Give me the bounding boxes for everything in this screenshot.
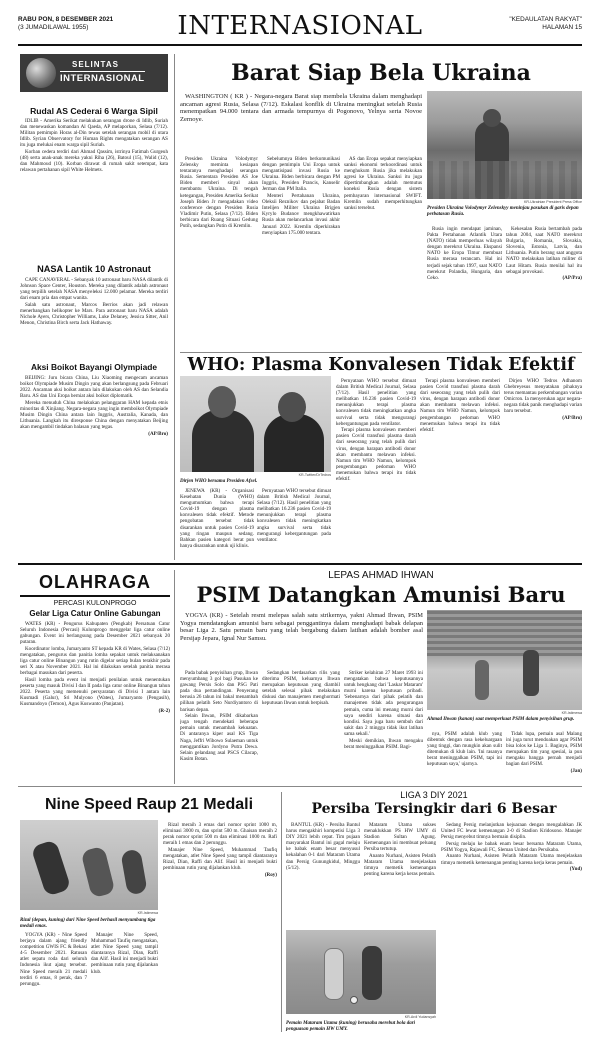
- who-col5-text: Dirjen WHO Tedros Adhanom Ghebreyesus menyatakan pihaknya terus memantau perkembangan varian Omicron. Ia menyerukan agar negara-negara tidak panik menghadapi varian baru tersebut.: [504, 378, 582, 415]
- psim-col3-text: Striker kelahiran 27 Maret 1993 ini mengatakan bahwa keputusannya untuk hengkang dari 'Laskar Mataram' murni karena keputusan pribadi. 'Sebenarnya dari pihak pelatih dan manajemen tidak ada pengurangan pemain, cuma ini menang murni dari saya sendiri karena situasi dan kondisi. Saya juga baru sembuh dari sakit dan 2 minggu tidak ikut latihan sama sekali.': [344, 670, 423, 737]
- masthead-hijri-date: (3 JUMADILAWAL 1955): [18, 24, 89, 31]
- who-col5: [504, 378, 582, 560]
- ukraina-col1: [180, 156, 258, 350]
- nasa-p1: CAPE CANAVERAL - Sebanyak 10 astronaut baru NASA dilantik di Johnson Space Center, Houston. Mereka yang dilantik adalah astronaut yang terpilih setelah NASA menyeleksi 12.000 pelamar. Mereka terdiri dari enam pria dan empat wanita.: [20, 277, 168, 302]
- player-dark: [362, 946, 382, 1000]
- persiba-col2b-text: Ananto Nurhani, Asisten Pelatih Mataram Utama menjelaskan timnya memetik kemenangan penting karena kerja keras pemain.: [364, 852, 436, 878]
- section-title: INTERNASIONAL: [177, 14, 423, 41]
- ukraina-col5-text: Kekesalan Rusia bertambah pada tahun 2004, saat NATO merekrut Bulgaria, Romania, Slovakia, Slovenia, Estonia, Latvia, dan Lithuania. Putin berang saat anggota NATO melakukan latihan militer di Laut Hitam. Rusia menilai hal itu sebagai provokasi.: [506, 226, 582, 275]
- ukraina-photo-credit: KR-Ukrainian President Press Office: [523, 200, 582, 204]
- stadium-seats: [427, 610, 582, 656]
- player-yellow: [324, 948, 344, 1000]
- persiba-col3b-text: Persig melaju ke babak enam besar bersama Mataram Utama, PSIM Yogya, Rajawali FC, Sleman United dan Persikaba.: [441, 840, 582, 853]
- ukraina-signature: (AP/Pra): [562, 275, 582, 282]
- psim-kicker: LEPAS AHMAD IHWAN: [328, 570, 434, 581]
- who-col3b-text: Terapi plasma konvalesen memberi pasien Covid transfusi plasma darah dari seseorang yang telah pulih dari virus, dengan harapan antibodi donor akan membantu melawan infeksi. Namun tim WHO Namun, kelompok pengembangan pedoman WHO menemukan bahwa terapi itu tidak efektif.: [336, 427, 416, 482]
- gelar-headline: Gelar Liga Catur Online Gabungan: [29, 609, 161, 618]
- who-col4: [420, 378, 500, 560]
- psim-photo-credit: KR-Istimewa: [561, 711, 582, 715]
- persiba-caption: Pemain Mataram Utama (kuning) berusaha merebut bola dari penguasan pemain HW UMY.: [286, 1021, 416, 1032]
- globe-icon: [26, 58, 56, 88]
- psim-signature: (Jan): [570, 768, 582, 775]
- selintas-label-2: INTERNASIONAL: [60, 73, 145, 84]
- nasa-headline: NASA Lantik 10 Astronaut: [37, 264, 151, 274]
- ukraina-photo: [427, 91, 582, 199]
- nine-col1: [20, 932, 87, 1032]
- psim-photo: [427, 610, 582, 710]
- persiba-kicker: LIGA 3 DIY 2021: [400, 790, 468, 800]
- nine-col1-text: YOGYA (KR) - Nine Speed berjaya dalam ajang friendly competition GWIS FC & Bekasi 4-5 Desember 2021. Ratusan atlet sepatu roda dari seluruh Indonesia ikut ajang tersebut. Nine Speed meraih 21 medali terdiri 6 emas, 8 perak, dan 7 perunggu.: [20, 932, 87, 987]
- nine-photo: [20, 820, 158, 910]
- boikot-body: [20, 375, 168, 558]
- ukraina-headline: Barat Siap Bela Ukraina: [231, 60, 531, 86]
- ukraina-col2-text: Sebelumnya Biden berkomunikasi dengan pemimpin Uni Eropa untuk mengantisipasi invasi Rusia ke Ukraina. Biden berbicara dengan PM Inggris, Presiden Prancis, Kanselir Jerman dan PM Italia.: [262, 156, 340, 193]
- left-column-divider: [174, 54, 175, 560]
- nine-headline: Nine Speed Raup 21 Medali: [44, 796, 254, 813]
- player-figure-2: [475, 660, 489, 700]
- ukraina-lead-text: WASHINGTON ( KR ) - Negara-negara Barat siap membela Ukraina dalam menghadapi ancaman agresi Rusia, Selasa (7/12). Eskalasi konflik di Ukraina meningkat setelah Rusia menempatkan 94.000 tentara dan armada tempurnya di Pogonovo, Yelnya serta Novoe Zernoye.: [180, 93, 422, 123]
- rudal-headline: Rudal AS Cederai 6 Warga Sipil: [30, 106, 158, 116]
- skater-2: [81, 846, 116, 898]
- persiba-col3c-text: Ananto Nurhani, Asisten Pelatih Mataram Utama menjelaskan timnya memetik kemenangan penting karena kerja keras pemain.: [441, 853, 582, 866]
- who-col1: [180, 488, 254, 560]
- who-col3-text: Pernyataan WHO tersebut dimuat dalam British Medical Journal, Selasa (7/12). Hasil penelitian yang melibatkan 16.236 pasien Covid-19 menunjukkan terapi plasma konvalesen tidak meningkatkan angka survival serta tidak mengurangi kebergantungan pada ventilator.: [336, 378, 416, 427]
- psim-col1-text: Pada babak penyisihan grup, Ihwan menyumbang 3 gol bagi Pasukan ke gawang Persis Solo dan PSG Pati pada dua pertandingan. Penyerang berusia 26 tahun ini bakal menambah pilihan pelatih Seto Nurdiyantoro di barisan depan.: [180, 670, 258, 713]
- selintas-label: SELINTAS: [72, 60, 119, 69]
- persiba-col1-text: BANTUL (KR) - Persiba Bantul harus mengakhiri kompetisi Liga 3 DIY 2021 lebih cepat. Tim pujaan masyarakat Bantul ini gagal melaju ke babak enam besar menyusul kekalahan 0-1 dari Mataram Utama dan Persig Gunungkidul, Minggu (5/12).: [286, 822, 360, 871]
- psim-col1: [180, 670, 258, 784]
- persiba-col3: [441, 822, 582, 1032]
- nine-col2-text: Manajer Nine Speed, Muhammad Taufiq mengatakan, atlet Nine Speed yang tampil diantaranya Rizal, Dian, Raffi dan Alif. Hasil ini menjadi bukti pembinaan rutin yang dijalankan klub.: [91, 932, 158, 975]
- who-col2: [257, 488, 331, 560]
- psim-col4-text: nya, PSIM adalah klub yang dibentuk dengan rasa kekeluargaan yang tinggi, dan mungkin akan sulit ditemukan di klub lain. 'Ini rasanya berat meninggalkan PSIM, tapi ini keputusan saya,' ujarnya.: [427, 731, 502, 768]
- boikot-signature: (AP/Bro): [148, 430, 168, 437]
- persiba-photo: [286, 930, 436, 1014]
- boikot-p1: BEIJING: Juru bicara China, Liu Xiaoming mengecam ancaman boikot Olympiade Musim Dingin yang akan berlangsung pada Februari 2022. Ancaman aksi boikot antara lain dilakukan oleh AS dan Selandia Baru. AS dan Uni Eropa berniat aksi boikot diplomatik.: [20, 375, 168, 400]
- persiba-headline: Persiba Tersingkir dari 6 Besar: [311, 801, 557, 817]
- rudal-body: [20, 118, 168, 254]
- gelar-p1: WATES (KR) - Pengurus Kabupaten (Pengkab) Persatuan Catur Seluruh Indonesia (Percasi) Kulonprogo menggelar liga catur online gabungan. Event ini berlangsung pada Desember 2021 sebanyak 20 putaran.: [20, 621, 170, 646]
- masthead: [18, 14, 582, 44]
- persiba-signature: (Yud): [569, 866, 582, 873]
- player-figure: [523, 650, 539, 696]
- psim-col1b-text: Selain Ihwan, PSIM dikabarkan juga tengah mendekati beberapa pemain untuk menambah kekuatan. Di antaranya kiper asal KS Tiga Naga, Jeffri Wibowo Sulaeman untuk menggantikan Jordyno Putra Dewa. Selain gelandang asal PSCS Cilacap, Kasim Botan.: [180, 713, 258, 762]
- tedros-figure: [192, 410, 254, 472]
- who-caption: Dirjen WHO bersama Presiden Afsel.: [180, 479, 258, 484]
- psim-col2: [262, 670, 340, 784]
- sports-bottom-divider: [281, 792, 282, 1032]
- soldier-head: [483, 109, 501, 127]
- psim-lead: [180, 612, 423, 666]
- nine-photo-credit: KR-Istimewa: [137, 911, 158, 915]
- masthead-rule: [18, 44, 582, 46]
- ramaphosa-head: [278, 392, 306, 422]
- psim-col3: [344, 670, 423, 784]
- masthead-page: HALAMAN 15: [542, 24, 582, 31]
- ukraina-caption: Presiden Ukraina Volodymyr Zelenskyy meninjau pasukan di garis depan perbatasan Rusia.: [427, 206, 579, 217]
- gelar-p2: Koordinator lomba, Jumaryanto ST kepada KR di Wates, Selasa (7/12) mengatakan, pengurus dan panitia lomba sepakat untuk melaksanakan liga catur online Binangun yang rutin digelar setiap bulan terakhir pada seri X atau November 2021. Hal ini dilakukan setelah panitia merasa berbagai masukan dari peserta.: [20, 645, 170, 677]
- ukraina-col4-text: Rusia ingin mendapat jaminan, Pakta Pertahanan Atlantik Utara (NATO) tidak memperluas wilayah dengan merekrut Ukraina. Ekspansi NATO ke Eropa Timur membuat Rusia merasa terancam. Hal ini terjadi sejak tahun 1997, saat NATO merekrut Polandia, Hungaria, dan Ceko.: [427, 226, 502, 281]
- masthead-date: RABU PON, 8 DESEMBER 2021: [18, 16, 114, 23]
- rudal-p2: Korban cedera terdiri dari Ahmad Qassim, istrinya Fatimah Gurgeuh (48) serta anak-anak mereka yakni Riha (26), Batoul (15), Walid (12), dan Mahmoud (10). Korban dirawat di rumah sakit setempat, kata relawan pertahanan sipil White Helmets.: [20, 148, 168, 174]
- gelar-kicker: PERCASI KULONPROGO: [53, 600, 137, 607]
- psim-col3b-text: Meski demikian, Ihwan mengaku berat meninggalkan PSIM. Bagi-: [344, 737, 423, 750]
- nine-caption: Rizal (depan, kuning) dari Nine Speed berhasil menyumbang tiga medali emas.: [20, 918, 156, 929]
- olahraga-label: OLAHRAGA: [20, 572, 170, 597]
- nine-signature: (Roy): [264, 871, 277, 878]
- ukraina-col4: [427, 226, 502, 350]
- who-photo-credit: KR-Twitter/DrTedros: [298, 473, 331, 477]
- ball: [350, 996, 358, 1004]
- gelar-body: [20, 621, 170, 784]
- persiba-col1: [286, 822, 360, 928]
- skater-1: [31, 839, 72, 896]
- ramaphosa-figure: [264, 414, 324, 472]
- ukraina-col2b-text: Menteri Pertahanan Ukraina, Oleksii Reznikov dan pejabat Badan Intelijen Militer Ukraina Brigjen Kyrylo Budanov mengkhawatirkan Rusia akan melancarkan invasi akhir Januari 2022. Kremlin diperkirakan menyiapkan 175.000 tentara.: [262, 193, 340, 236]
- psim-col4: [427, 731, 502, 784]
- rudal-p1: IDLIB - Amerika Serikat melakukan serangan drone di Idlib, Suriah dan menewaskan komandan Al Qaeda, AP melaporkan, Selasa (7/12). Militan pemimpin Horas al-Din tewas setelah serangan mobil di utara Idlib. Syrian Observatory for Human Rights mengatakan serangan AS itu juga melukai enam warga sipil Suriah.: [20, 118, 168, 149]
- gelar-signature: (R-2): [158, 707, 170, 714]
- who-col1-text: JENEWA (KR) - Organisasi Kesehatan Dunia (WHO) mengumumkan bahwa terapi Covid-19 dengan plasma konvalesen tidak efektif. Metode pengobatan tersebut tidak disarankan untuk pasien Covid-19 yang ringan maupun sedang. Bahkan pasien kategori berat pun hanya disarankan untuk uji klinis.: [180, 488, 254, 549]
- ukraina-col2: [262, 156, 340, 350]
- masthead-paper: "KEDAULATAN RAKYAT": [509, 16, 582, 23]
- who-photo: [180, 376, 331, 472]
- sports-left-divider: [174, 570, 175, 784]
- who-headline: WHO: Plasma Konvalesen Tidak Efektif: [187, 355, 575, 375]
- gelar-p3: Hasil lomba pada event ini menjadi penilaian untuk menentukan peserta yang masuk Divisi I dan II pada liga catur online Binangun tahun 2022. Peserta yang memenuhi persyaratan di Divisi I antara lain Kusmadi (Galur), Sri Mulyono (Wates), Jumaryanto (Pengasih), Kusmandoyo (Temon), Agus Kuswanto (Panjatan).: [20, 676, 170, 708]
- skater-3: [120, 849, 147, 896]
- persiba-col2: [364, 822, 436, 928]
- nine-col3-text: Rizal meraih 3 emas dari nomor sprint 1000 m, eliminasi 3000 m, dan sprint 500 m. Ghaisan meraih 2 perak nomor sprint 500 m dan eliminasi 1000 m. Rafi meraih 1 emas dan 2 perunggu.: [163, 822, 277, 847]
- persiba-photo-credit: KR-Ardi Yudansyah: [404, 1015, 436, 1019]
- sports-mid-rule: [18, 786, 582, 787]
- psim-caption: Ahmad Ihwan (kanan) saat memperkuat PSIM dalam penyisihan grup.: [427, 717, 575, 722]
- boikot-headline: Aksi Boikot Bayangi Olympiade: [30, 362, 158, 372]
- persiba-col3-text: Sedang Persig melanjutkan kejuaraan dengan mengalahkan JK United FC lewat kemenangan 2-0 di Stadion Kridosono. Manajer Persig menyebut timnya bermain disiplin.: [441, 822, 582, 841]
- nine-col2: [91, 932, 158, 1032]
- psim-lead-text: YOGYA (KR) - Setelah resmi melepas salah satu strikernya, yakni Ahmad Ihwan, PSIM Yogya mendatangkan amunisi baru sebagai penggantinya dalam menghadapi babak delapan besar Liga 2. Satu pemain baru yang telah bergabung dalam latihan adalah bomber asal Persijap Jepara, Ignal Nur Samsu.: [180, 612, 423, 642]
- nasa-p2: Salah satu astronaut, Marcos Berrios akan jadi relawan menerbangkan helikopter ke Mars. Para astronaut baru NASA adalah Nichole Ayers, Christopher Williams, Luke Delaney, Jessica Sitter, Anil Menon, Christina Birch serta Jack Hathaway.: [20, 301, 168, 327]
- nasa-body: [20, 277, 168, 359]
- psim-col5: [506, 731, 582, 784]
- tedros-head: [208, 386, 236, 418]
- ukraina-lead: [180, 93, 422, 153]
- section-divider: [18, 563, 582, 565]
- ukraina-bottom-rule: [180, 352, 582, 353]
- who-col3: [336, 378, 416, 560]
- persiba-col2-text: Mataram Utama sukses menaklukkan PS HW UMY di Stadion Sultan Agung. Kemenangan ini membuat peluang Persiba tertutup.: [364, 822, 436, 853]
- ukraina-col1-text: Presiden Ukraina Volodymyr Zelensky meminta kesiapan tentaranya menghadapi serangan Rusia. Sementara Presiden AS Joe Biden memberi sinyal akan membantu Ukraina. Di tengah ketegangan, Presiden Amerika Serikat Joseph Biden Jr mengadakan video conference dengan Presiden Rusia Vladimir Putin, Selasa (7/12). Biden berbicara dari Ruang Situasi Gedung Putih, sedangkan Putin di Kremlin.: [180, 156, 258, 230]
- psim-headline: PSIM Datangkan Amunisi Baru: [196, 582, 566, 607]
- nine-col3: [163, 822, 277, 1032]
- who-col2-text: Pernyataan WHO tersebut dimuat dalam British Medical Journal, Selasa (7/12). Hasil penelitian yang melibatkan 16.236 pasien Covid-19 menunjukkan terapi plasma konvalesen tidak meningkatkan angka survival serta tidak mengurangi kebergantungan pada ventilator.: [257, 488, 331, 543]
- nine-col3b-text: Manajer Nine Speed, Muhammad Taufiq mengatakan, atlet Nine Speed yang tampil diantaranya Rizal, Dian, Raffi dan Alif. Hasil ini menjadi bukti pembinaan rutin yang dijalankan klub.: [163, 846, 277, 872]
- who-col4-text: Terapi plasma konvalesen memberi pasien Covid transfusi plasma darah dari seseorang yang telah pulih dari virus, dengan harapan antibodi donor akan membantu melawan infeksi. Namun tim WHO Namun, kelompok pengembangan pedoman WHO menemukan bahwa terapi itu tidak efektif.: [420, 378, 500, 433]
- boikot-p2: Mereka menuduh China melakukan pelanggaran HAM kepada etnis minoritas di Xinjiang. Negara-negara yang ingin memboikot Olympiade Musim Dingin China antara lain Inggris, Australia, Kanada, dan Lithuania. Langkah itu diresponse China dengan menyatakan Beijing akan mengambil tindakan balasan yang tegas.: [20, 399, 168, 431]
- psim-col2-text: Sedangkan berdasarkan rilis yang diterima PSIM, keluarnya Ihwan merupakan keputusan yang diambil setelah selesai pihak melakukan diskusi dan manajemen menghormati keputusan Ihwan untuk berpisah.: [262, 670, 340, 707]
- ukraina-col5: [506, 226, 582, 350]
- ukraina-col3-text: AS dan Eropa sepakat menyiapkan sanksi ekonomi terkoordinasi untuk menghukum Rusia jika melakukan agresi ke Ukraina. Sanksi itu juga dipertimbangkan adalah memutus koneksi Rusia dengan sistem pembayaran internasional SWIFT. Kremlin sudah memperhitungkan sanksi tersebut.: [344, 156, 422, 211]
- selintas-box: [20, 54, 168, 92]
- ukraina-col3: [344, 156, 422, 350]
- psim-col5-text: Tidak lupa, pemain asal Malang ini juga turut mendoakan agar PSIM bisa lolos ke Liga 1. Baginya, PSIM merupakan tim yang spesial, ia pun mengaku bangga pernah menjadi bagian dari PSIM.: [506, 731, 582, 768]
- who-signature: (AP/Bro): [562, 415, 582, 422]
- trench-wall: [427, 161, 582, 199]
